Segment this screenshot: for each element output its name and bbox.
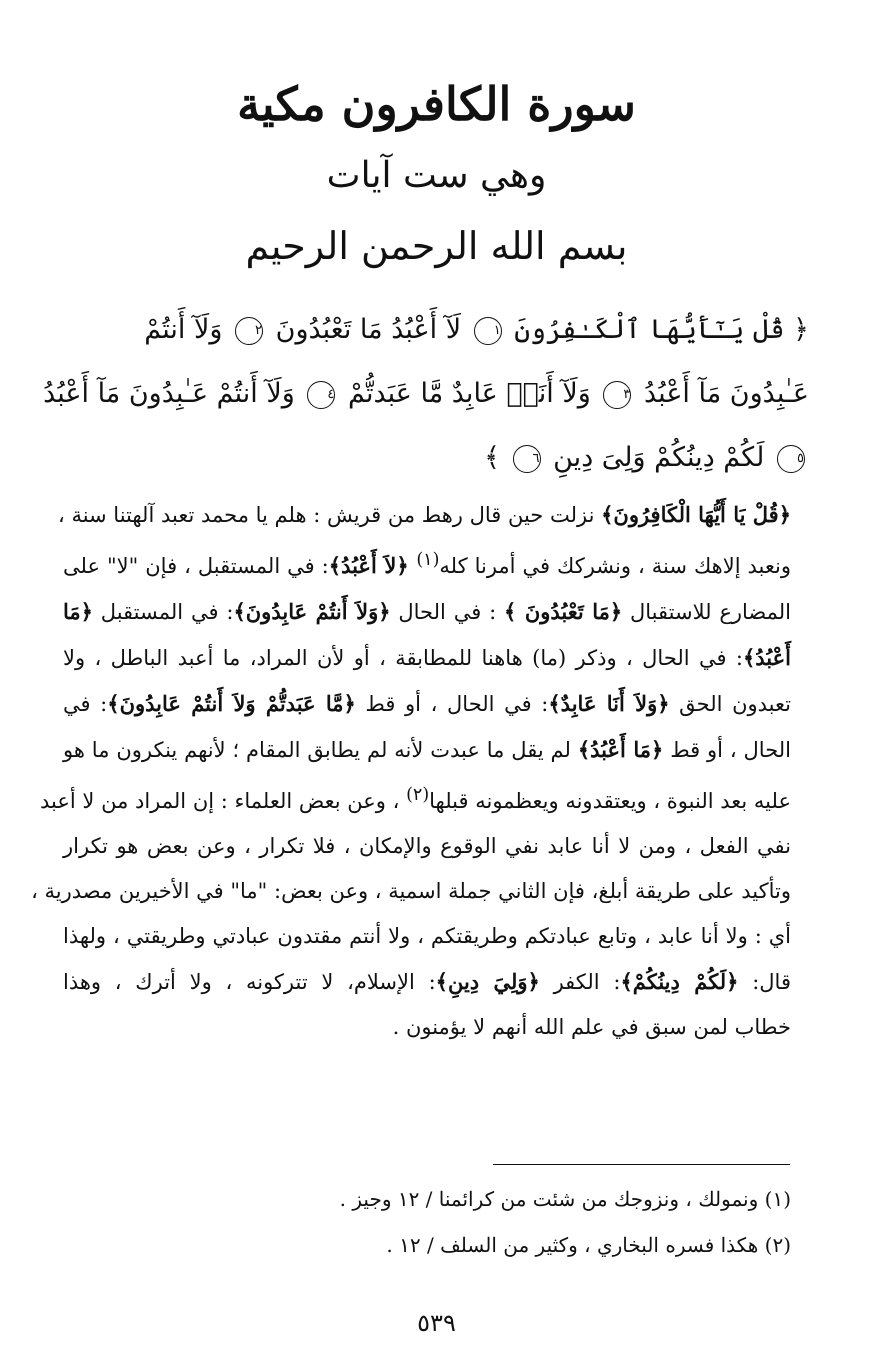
quoted-verse: ﴿مَا <box>63 599 93 624</box>
commentary-line <box>63 727 791 773</box>
verse-text: وَلَآ أَنتُمْ <box>144 314 223 345</box>
page-number: ٥٣٩ <box>417 1309 456 1337</box>
verse-number-marker: ٤ <box>307 381 335 409</box>
surah-title: سورة الكافرون مكية <box>237 77 636 131</box>
commentary-segment: : الإسلام، لا تتركونه ، ولا أترك ، وهذا <box>63 970 436 994</box>
quoted-verse: ﴿لَكُمْ دِينُكُمْ﴾ <box>620 969 739 994</box>
quoted-verse: ﴿وَلاَ أَنَا عَابِدٌ﴾ <box>548 691 670 716</box>
verse-number-marker: ٢ <box>235 317 263 345</box>
commentary-segment: لم يقل ما عبدت لأنه لم يطابق المقام ؛ لأنهم ينكرون ما هو <box>63 738 578 762</box>
verse-number-marker: ٦ <box>513 445 541 473</box>
commentary-segment: تعبدون الحق <box>669 692 791 716</box>
commentary-segment: أي : ولا أنا عابد ، وتابع عبادتكم وطريقتكم ، ولا أنتم مقتدون عبادتي وطريقتي ، ولهذا <box>63 924 791 948</box>
commentary-line <box>63 681 791 727</box>
commentary-segment: المضارع للاستقبال <box>622 600 792 624</box>
verse-number-marker: ٥ <box>777 445 805 473</box>
footnote: (١) ونمولك ، ونزوجك من شئت من كرائمنا / ١٢ وجيز . <box>339 1187 791 1211</box>
footnote: (٢) هكذا فسره البخاري ، وكثير من السلف / ١٢ . <box>386 1233 791 1257</box>
verse-text: ﴾ <box>484 442 500 473</box>
quoted-verse: ﴿مَا أَعْبُدُ﴾ <box>577 737 664 762</box>
verse-count-subtitle: وهي ست آيات <box>326 155 547 196</box>
footnote-ref: (١) <box>416 550 440 570</box>
verse-text: لَآ أَعْبُدُ مَا تَعْبُدُونَ <box>275 314 462 345</box>
quoted-verse: ﴿مَّا عَبَدتُّمْ وَلاَ أَنتُمْ عَابِدُونَ﴾ <box>107 691 356 716</box>
verse-number-marker: ٣ <box>603 381 631 409</box>
commentary-segment: : في الحال ، وذكر (ما) هاهنا للمطابقة ، أو لأن المراد، ما أعبد الباطل ، ولا <box>63 646 743 670</box>
quran-text <box>43 298 809 490</box>
quoted-verse: أَعْبُدُ﴾ <box>742 645 791 670</box>
quran-line <box>64 298 809 362</box>
commentary-line <box>31 869 791 914</box>
commentary-segment: : الكفر <box>539 970 621 994</box>
quoted-verse: ﴿لاَ أَعْبُدُ﴾ <box>328 553 417 578</box>
commentary-line <box>63 824 791 869</box>
commentary-segment: الحال ، أو قط <box>663 738 791 762</box>
commentary-segment: نزلت حين قال رهط من قريش : هلم يا محمد تعبد آلهتنا سنة ، <box>57 503 602 527</box>
verse-text: عَـٰبِدُونَ مَآ أَعْبُدُ <box>644 378 809 409</box>
commentary-segment: : في الحال ، أو قط <box>355 692 549 716</box>
verse-text: وَلَآ أَنَا۠ عَابِدٌ مَّا عَبَدتُّمْ <box>347 378 591 409</box>
commentary-segment: : في الحال <box>390 600 505 624</box>
commentary-segment: ، وعن بعض العلماء : إن المراد من لا أعبد <box>40 789 407 813</box>
quoted-verse: ﴿وَلاَ أَنتُمْ عَابِدُونَ﴾ <box>233 599 391 624</box>
commentary-line <box>57 492 791 538</box>
commentary-segment: خطاب لمن سبق في علم الله أنهم لا يؤمنون . <box>392 1015 791 1039</box>
commentary-line <box>63 538 791 589</box>
commentary-line <box>63 589 791 635</box>
commentary-line <box>63 635 791 681</box>
quran-line <box>43 362 809 426</box>
commentary-segment: ونعبد إلاهك سنة ، ونشركك في أمرنا كله <box>439 554 791 578</box>
basmala: بسم الله الرحمن الرحيم <box>245 224 628 268</box>
commentary-segment: وتأكيد على طريقة أبلغ، فإن الثاني جملة اسمية ، وعن بعض: "ما" في الأخيرين مصدرية ، <box>31 879 791 903</box>
quoted-verse: ﴿مَا تَعْبُدُونَ ﴾ <box>504 599 623 624</box>
verse-text: لَكُمْ دِينُكُمْ وَلِىَ دِينِ <box>553 442 765 473</box>
commentary-segment: : في المستقبل <box>92 600 234 624</box>
commentary-line <box>63 914 791 959</box>
commentary-segment: : في المستقبل ، فإن "لا" على <box>63 554 329 578</box>
commentary-text <box>31 492 792 1050</box>
footnote-separator <box>493 1164 790 1165</box>
commentary-line <box>40 773 791 824</box>
quoted-verse: ﴿قُلْ يَا أَيُّهَا الْكَافِرُونَ﴾ <box>601 502 791 527</box>
footnotes <box>63 1176 791 1268</box>
commentary-segment: : في <box>63 692 108 716</box>
quran-line <box>64 426 809 490</box>
commentary-segment: قال: <box>738 970 791 994</box>
verse-text: وَلَآ أَنتُمْ عَـٰبِدُونَ مَآ أَعْبُدُ <box>43 378 295 409</box>
verse-text: ﴿ قُلْ يَـٰٓأَيُّهَا ٱلْكَـٰفِرُونَ <box>514 314 809 345</box>
commentary-line <box>63 1005 791 1050</box>
commentary-segment: نفي الفعل ، ومن لا أنا عابد نفي الوقوع والإمكان ، فلا تكرار ، وعن بعض هو تكرار <box>63 834 791 858</box>
verse-number-marker: ١ <box>474 317 502 345</box>
commentary-segment: عليه بعد النبوة ، ويعتقدونه ويعظمونه قبلها <box>429 789 791 813</box>
commentary-line <box>63 959 791 1005</box>
quoted-verse: ﴿وَلِيَ دِينِ﴾ <box>435 969 540 994</box>
footnote-ref: (٢) <box>406 785 430 805</box>
